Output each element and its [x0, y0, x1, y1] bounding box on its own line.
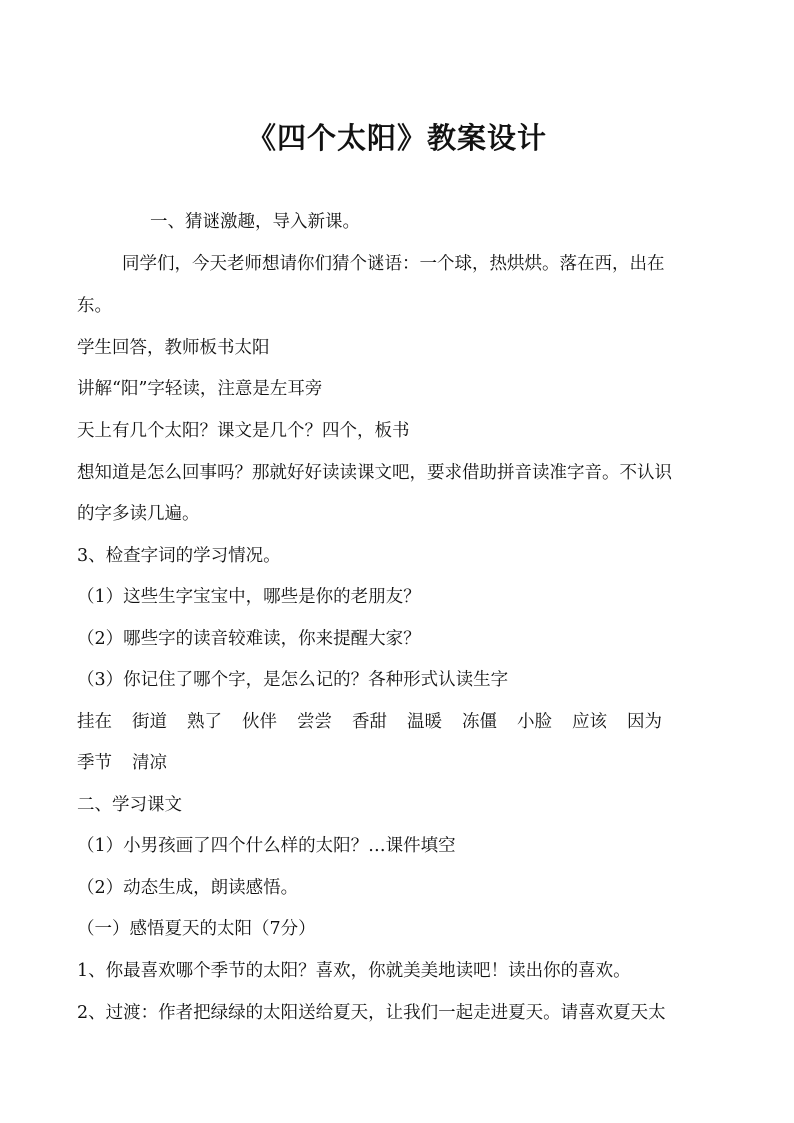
paragraph-line: 的字多读几遍。	[77, 504, 200, 524]
question-line: （1）小男孩画了四个什么样的太阳？…课件填空	[77, 836, 456, 856]
vocab-word: 小脸	[517, 712, 552, 732]
vocab-word: 应该	[572, 712, 607, 732]
vocab-word: 尝尝	[297, 712, 332, 732]
paragraph-line: 学生回答，教师板书太阳	[77, 338, 270, 358]
vocab-word: 伙伴	[242, 712, 277, 732]
paragraph-line: 讲解“阳”字轻读，注意是左耳旁	[77, 379, 323, 399]
vocab-word: 挂在	[77, 712, 112, 732]
vocabulary-row	[77, 750, 187, 776]
vocab-word: 清凉	[132, 753, 167, 773]
document-title: 《四个太阳》教案设计	[246, 121, 547, 155]
paragraph-line: 想知道是怎么回事吗？那就好好读读课文吧，要求借助拼音读准字音。不认识	[77, 463, 672, 483]
paragraph-line: 东。	[77, 296, 112, 316]
question-line: （2）动态生成，朗读感悟。	[77, 878, 299, 898]
paragraph-line: 同学们，今天老师想请你们猜个谜语：一个球，热烘烘。落在西，出在	[122, 254, 665, 274]
vocab-word: 街道	[132, 712, 167, 732]
vocab-word: 香甜	[352, 712, 387, 732]
subsection-heading: （一）感悟夏天的太阳（7分）	[77, 919, 316, 939]
vocab-word: 熟了	[187, 712, 222, 732]
paragraph-line: 2、过渡：作者把绿绿的太阳送给夏天，让我们一起走进夏天。请喜欢夏天太	[77, 1003, 666, 1023]
paragraph-line: 1、你最喜欢哪个季节的太阳？喜欢，你就美美地读吧！读出你的喜欢。	[77, 961, 631, 981]
vocabulary-row	[77, 709, 682, 735]
vocab-word: 季节	[77, 753, 112, 773]
question-line: （1）这些生字宝宝中，哪些是你的老朋友？	[77, 587, 421, 607]
vocab-word: 因为	[627, 712, 662, 732]
question-line: （3）你记住了哪个字，是怎么记的？各种形式认读生字	[77, 670, 509, 690]
vocab-word: 冻僵	[462, 712, 497, 732]
question-line: （2）哪些字的读音较难读，你来提醒大家？	[77, 629, 421, 649]
section-heading-1: 一、猜谜激趣，导入新课。	[150, 212, 360, 232]
vocab-word: 温暖	[407, 712, 442, 732]
paragraph-line: 3、检查字词的学习情况。	[77, 546, 281, 566]
section-heading-2: 二、学习课文	[77, 795, 182, 815]
paragraph-line: 天上有几个太阳？课文是几个？四个，板书	[77, 421, 410, 441]
